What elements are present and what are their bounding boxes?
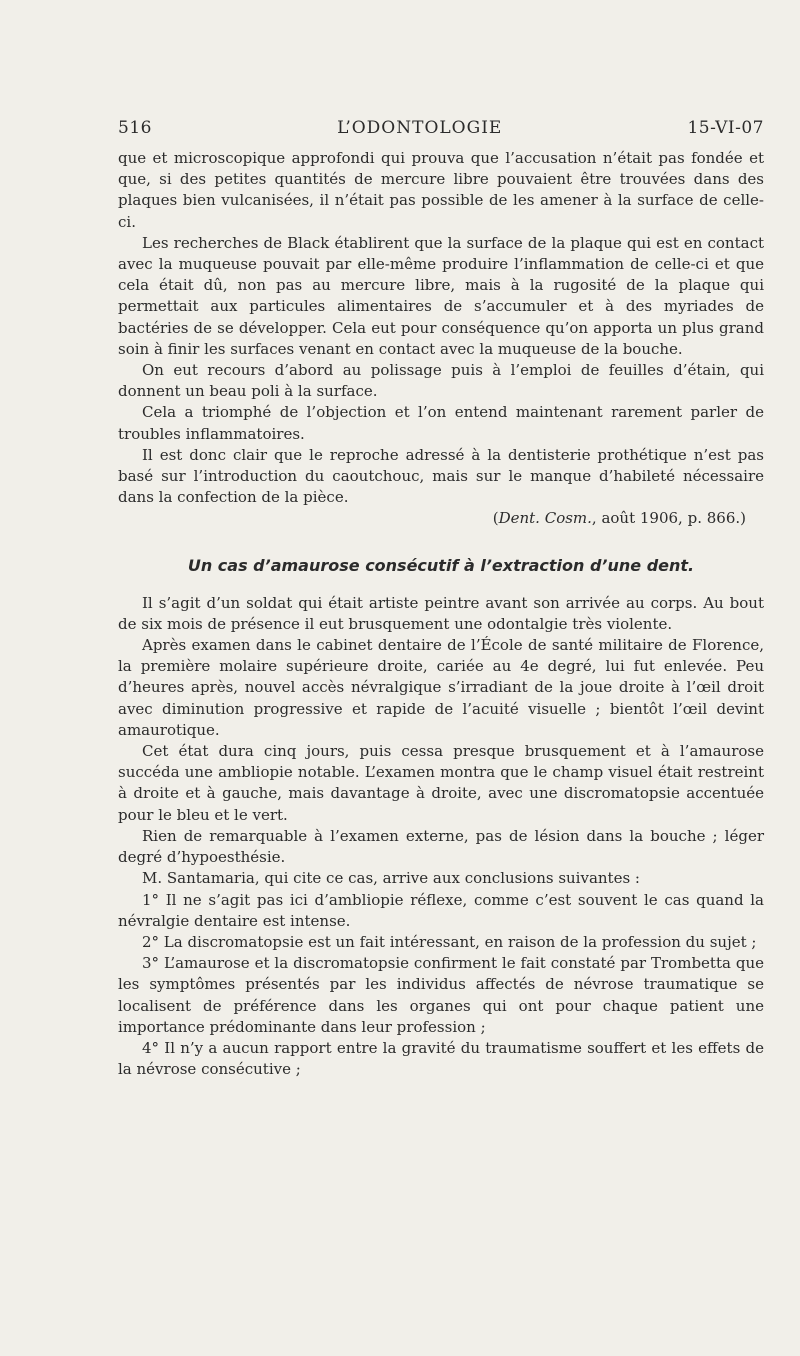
paragraph: M. Santamaria, qui cite ce cas, arrive aux conclusions suivantes : (142, 869, 640, 888)
citation-open: ( (492, 509, 499, 528)
paragraph: 2° La discromatopsie est un fait intéressant, en raison de la profession du sujet ; (142, 932, 757, 951)
document-page (118, 118, 764, 1080)
running-header (118, 118, 764, 138)
paragraph: 4° Il n’y a aucun rapport entre la gravité du traumatisme souffert et les effets de la névrose consécutive ; (118, 1038, 764, 1079)
section-heading: Un cas d’amaurose consécutif à l’extraction d’une dent. (187, 555, 695, 575)
paragraph: Cela a triomphé de l’objection et l’on entend maintenant rarement parler de troubles inflammatoires. (118, 403, 764, 443)
section-rubber-dentures (118, 148, 764, 530)
paragraph: que et microscopique approfondi qui prouva que l’accusation n’était pas fondée et que, si des petites quantités de mercure libre pouvaient être trouvées dans des plaques bien vulcanisées, il n’était pas possible de les amener à la surface de celle-ci. (118, 149, 764, 231)
section-amaurosis-case (118, 593, 764, 1081)
paragraph: Après examen dans le cabinet dentaire de l’École de santé militaire de Florence, la première molaire supérieure droite, cariée au 4e degré, lui fut enlevée. Peu d’heures après, nouvel accès névralgique s’irradiant de la joue droite à l’œil droit avec diminution progressive et rapide de l’acuité visuelle ; bientôt l’œil devint amaurotique. (118, 636, 764, 739)
paragraph: Rien de remarquable à l’examen externe, pas de lésion dans la bouche ; léger degré d’hypoesthésie. (118, 826, 764, 867)
issue-date: 15-VI-07 (687, 118, 764, 138)
paragraph: On eut recours d’abord au polissage puis à l’emploi de feuilles d’étain, qui donnent un beau poli à la surface. (118, 361, 764, 401)
paragraph: Il s’agit d’un soldat qui était artiste peintre avant son arrivée au corps. Au bout de six mois de présence il eut brusquement une odontalgie très violente. (118, 593, 764, 633)
paragraph: 3° L’amaurose et la discromatopsie confirment le fait constaté par Trombetta que les symptômes présentés par les individus affectés de névrose traumatique se localisent de préférence dans les organes qui ont pour chaque patient une importance prédominante dans leur profession ; (118, 954, 764, 1036)
citation-details: , août 1906, p. 866.) (591, 509, 746, 528)
paragraph: Les recherches de Black établirent que la surface de la plaque qui est en contact avec la muqueuse pouvait par elle-même produire l’inflammation de celle-ci et que cela était dû, non pas au mercure libre, mais à la rugosité de la plaque qui permettait aux particules alimentaires de s’accumuler et à des myriades de bactéries de se développer. Cela eut pour conséquence qu’on apporta un plus grand soin à finir les surfaces venant en contact avec la muqueuse de la bouche. (118, 233, 764, 358)
page-number: 516 (118, 118, 152, 138)
paragraph: Cet état dura cinq jours, puis cessa presque brusquement et à l’amaurose succéda une ambliopie notable. L’examen montra que le champ visuel était restreint à droite et à gauche, mais davantage à droite, avec une discromatopsie accentuée pour le bleu et le vert. (118, 742, 764, 824)
paragraph: Il est donc clair que le reproche adressé à la dentisterie prothétique n’est pas basé sur l’introduction du caoutchouc, mais sur le manque d’habileté nécessaire dans la confection de la pièce. (118, 445, 764, 507)
citation (118, 508, 764, 529)
journal-title: L’ODONTOLOGIE (337, 118, 503, 138)
paragraph: 1° Il ne s’agit pas ici d’ambliopie réflexe, comme c’est souvent le cas quand la névralgie dentaire est intense. (118, 890, 764, 930)
citation-source: Dent. Cosm. (498, 509, 592, 528)
